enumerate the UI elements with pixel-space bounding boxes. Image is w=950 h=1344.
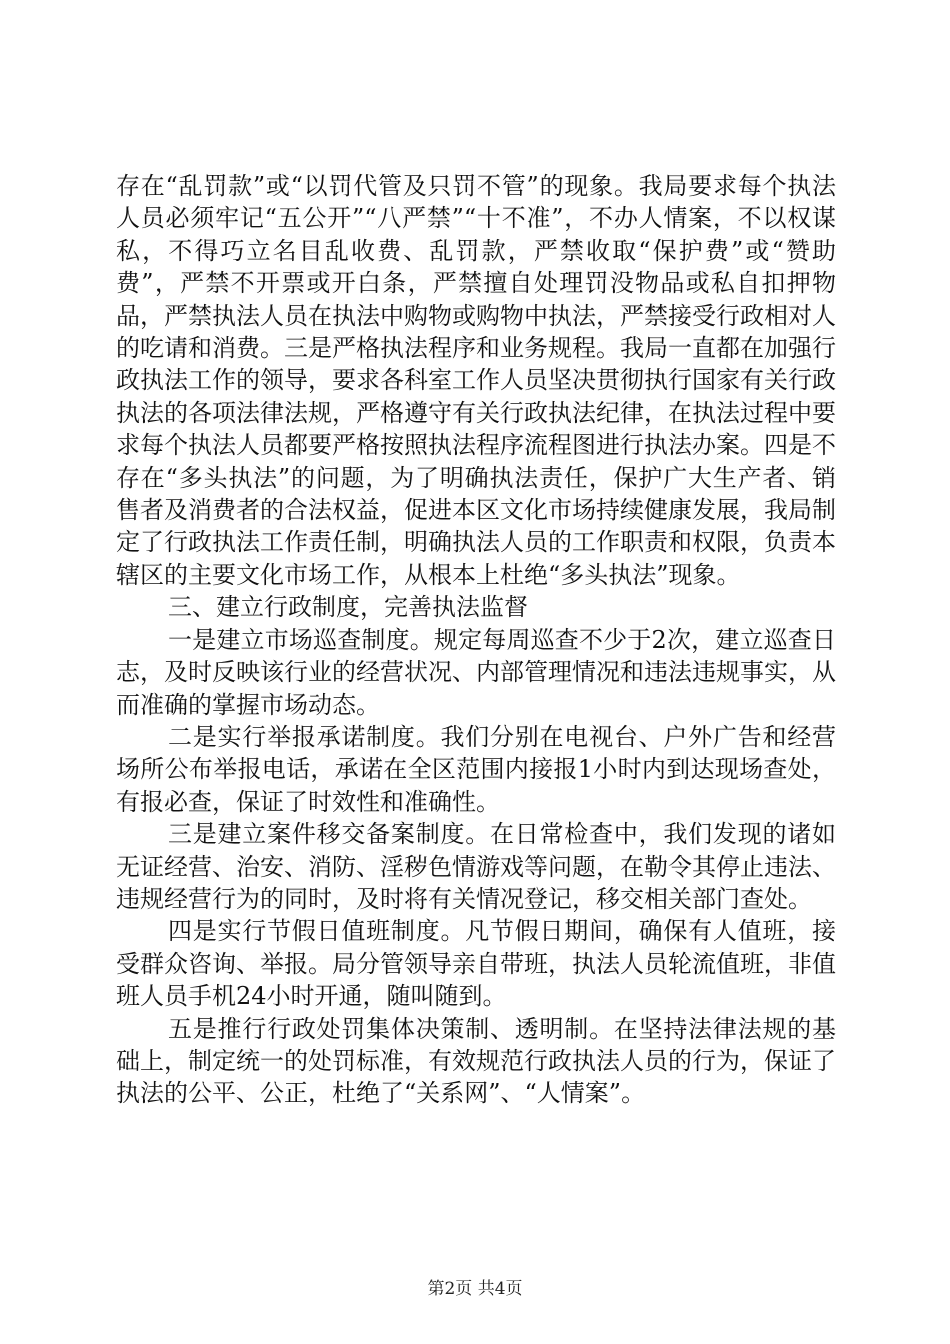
paragraph-continued: 存在“乱罚款”或“以罚代管及只罚不管”的现象。我局要求每个执法人员必须牢记“五公开”“八严禁”“十不准”，不办人情案，不以权谋私，不得巧立名目乱收费、乱罚款，严禁收取“保护费”或“赞助费”，严禁不开票或开白条，严禁擅自处理罚没物品或私自扣押物品，严禁执法人员在执法中购物或购物中执法，严禁接受行政相对人的吃请和消费。三是严格执法程序和业务规程。我局一直都在加强行政执法工作的领导，要求各科室工作人员坚决贯彻执行国家有关行政执法的各项法律法规，严格遵守有关行政执法纪律，在执法过程中要求每个执法人员都要严格按照执法程序流程图进行执法办案。四是不存在“多头执法”的问题，为了明确执法责任，保护广大生产者、销售者及消费者的合法权益，促进本区文化市场持续健康发展，我局制定了行政执法工作责任制，明确执法人员的工作职责和权限，负责本辖区的主要文化市场工作，从根本上杜绝“多头执法”现象。 <box>116 172 836 589</box>
section-heading: 三、建立行政制度，完善执法监督 <box>168 593 528 622</box>
paragraph-patrol: 一是建立市场巡查制度。规定每周巡查不少于2次，建立巡查日志，及时反映该行业的经营状况、内部管理情况和违法违规事实，从而准确的掌握市场动态。 <box>116 625 836 719</box>
paragraph-transfer: 三是建立案件移交备案制度。在日常检查中，我们发现的诸如无证经营、治安、消防、淫秽色情游戏等问题，在勒令其停止违法、违规经营行为的同时，及时将有关情况登记，移交相关部门查处。 <box>116 820 836 913</box>
paragraph-penalty: 五是推行行政处罚集体决策制、透明制。在坚持法律法规的基础上，制定统一的处罚标准，有效规范行政执法人员的行为，保证了执法的公平、公正，杜绝了“关系网”、“人情案”。 <box>116 1014 836 1108</box>
paragraph-report: 二是实行举报承诺制度。我们分别在电视台、户外广告和经营场所公布举报电话，承诺在全区范围内接报1小时内到达现场查处，有报必查，保证了时效性和准确性。 <box>116 722 836 816</box>
document-body <box>116 170 836 1110</box>
paragraph-holiday: 四是实行节假日值班制度。凡节假日期间，确保有人值班，接受群众咨询、举报。局分管领导亲自带班，执法人员轮流值班，非值班人员手机24小时开通，随叫随到。 <box>116 917 836 1011</box>
page-number-footer: 第2页 共4页 <box>427 1279 523 1299</box>
